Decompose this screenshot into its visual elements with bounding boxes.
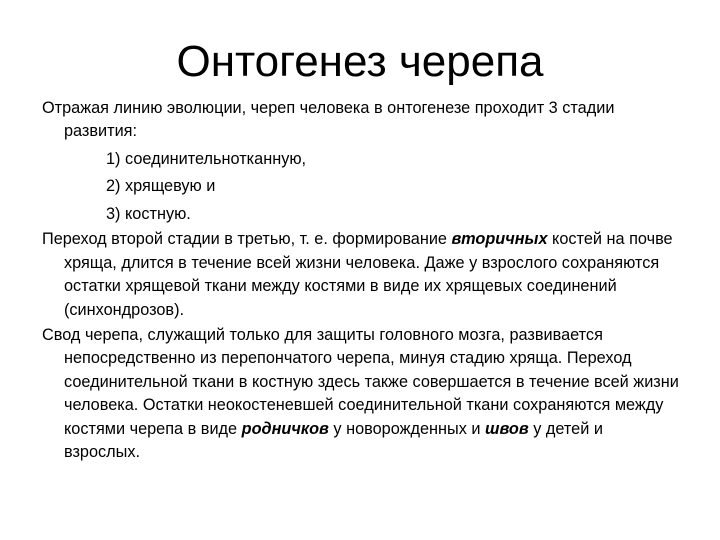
stage-item-2: 2) хрящевую и: [106, 177, 216, 196]
para3-text-before: Свод черепа, служащий только для защиты головного мозга, развивается непосредственно из перепончатого черепа, минуя стадию хряща. Переход соединительной ткани в костную здесь также совершается в течение всей жизни человека. Остатки неокостеневшей соединительной ткани сохраняются между костями черепа в виде: [42, 325, 679, 438]
stage-item-1: 1) соединительнотканную,: [106, 149, 307, 168]
vault-paragraph: [42, 324, 682, 464]
term-fontanelles: родничков: [241, 419, 329, 438]
slide-body: [42, 97, 682, 466]
para2-text-before: Переход второй стадии в третью, т. е. формирование: [42, 230, 452, 249]
slide-title: Онтогенез черепа: [176, 37, 544, 86]
stage-item-3: 3) костную.: [106, 204, 191, 223]
para3-text-middle: у новорожденных и: [328, 419, 485, 438]
term-sutures: швов: [485, 419, 529, 438]
term-secondary: вторичных: [451, 230, 548, 249]
intro-paragraph: Отражая линию эволюции, череп человека в онтогенезе проходит 3 стадии развития:: [42, 99, 615, 141]
para2-text-after: костей на почве хряща, длится в течение всей жизни человека. Даже у взрослого сохраняются остатки хрящевой ткани между костями в виде их хрящевых соединений (синхондрозов).: [64, 230, 673, 319]
ossification-paragraph: [42, 228, 682, 322]
para3-text-after: у детей и взрослых.: [64, 419, 603, 461]
